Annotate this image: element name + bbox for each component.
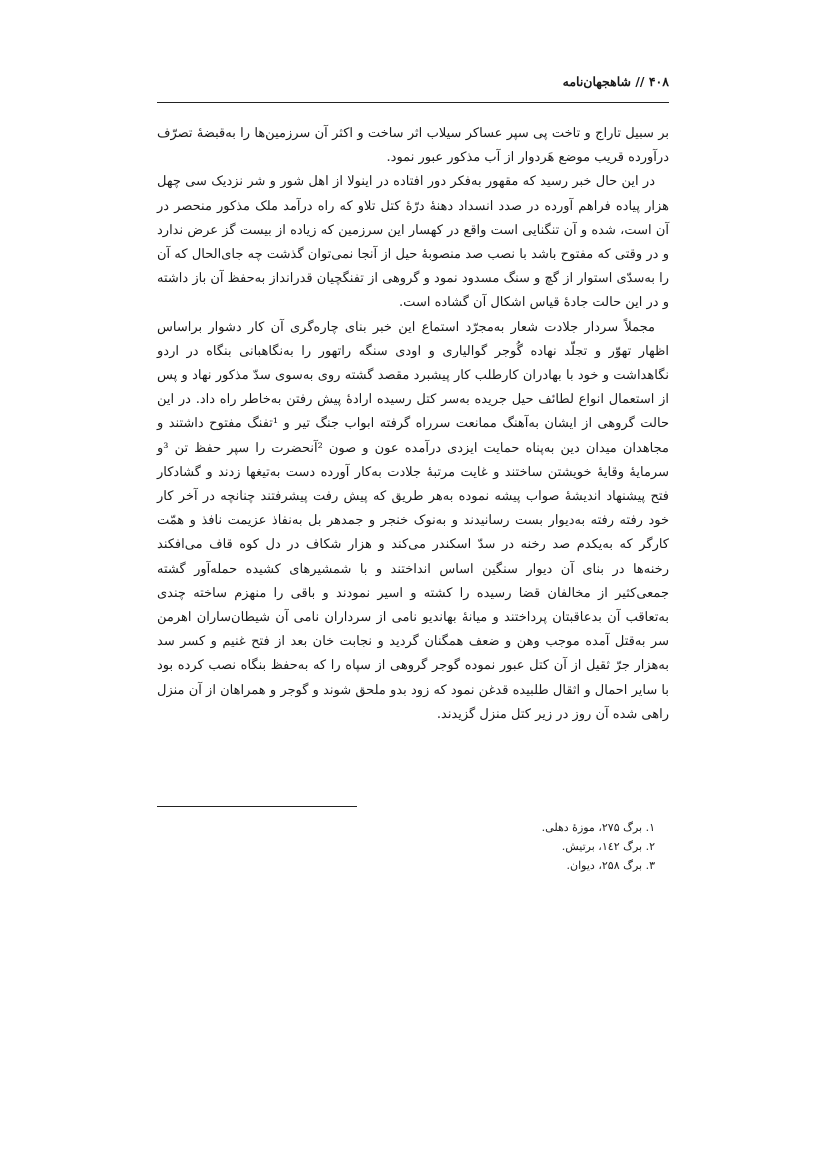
paragraph: مجملاً سردار جلادت شعار به‌مجرّد استماع این خبر بنای چاره‌گری آن کار دشوار براساس اظهار تهوّر و تجلّد نهاده گُوجر گوالیاری و اودی سنگه راتهور را به‌نگاهبانی بنگاه در اردو نگاهداشت و خود با بهادران کارطلب کار پیشبرد مقصد گشته روی به‌سوی سدّ مذکور نهاد و پس از استعمال انواع لطائف حیل جریده به‌سر کتل رسیده ارادهٔ پیش رفتن به‌خاطر راه داد. در این حالت گروهی از ایشان به‌آهنگ ممانعت سرراه گرفته ابواب جنگ تیر و ¹تفنگ مفتوح داشتند و مجاهدان میدان دین به‌پناه حمایت ایزدی درآمده عون و صون ²آنحضرت را سپر حفظ تن ³و سرمایهٔ وقایهٔ خویشتن ساختند و غایت مرتبهٔ جلادت به‌کار آورده دست به‌تیغها زدند و گشادکار فتح پیشنهاد اندیشهٔ صواب پیشه نموده به‌هر طریق که پیش رفت پیشرفتند چنانچه در آخر کار خود رفته رفته به‌دیوار بست رسانیدند و به‌نوک خنجر و جمدهر بل به‌نفاذ عزیمت نافذ و همّت کارگر که به‌یکدم صد رخنه در سدّ اسکندر می‌کند و هزار شکاف در دل کوه قاف می‌افکند رخنه‌ها در بنای آن دیوار سنگین اساس انداختند و با شمشیرهای کشیده حمله‌آور گشته جمعی‌کثیر از مخالفان قضا رسیده را کشته و اسیر نمودند و باقی را منهزم ساخته چندی به‌تعاقب آن بدعاقبتان پرداختند و میانهٔ بهاندیو نامی از سرداران نامی آن شیطان‌ساران اهرمن سر به‌قتل آمده موجب وهن و ضعف همگنان گردید و نجابت خان بعد از فتح غنیم و کسر سد به‌هزار جرّ ثقیل از آن کتل عبور نموده گوجر گروهی از سپاه را که به‌حفظ بنگاه نصب کرده بود با سایر احمال و اثقال طلبیده قدغن نمود که زود بدو ملحق شوند و گوجر و همراهان از آن منزل راهی شده آن روز در زیر کتل منزل گزیدند. [157,319,669,722]
book-page [157,0,669,1169]
footnotes [157,818,669,875]
main-text [157,122,669,727]
footnote-divider [157,806,357,807]
footnote-item: ۳. برگ ۲۵۸، دیوان. [566,859,655,872]
footnote-item: ۲. برگ ۱٤۲، برتیش. [561,840,655,853]
footnote-item: ۱. برگ ۲۷۵، موزهٔ دهلی. [541,821,655,834]
running-head: ۴۰۸ // شاهجهان‌نامه [562,74,669,89]
paragraph: بر سبیل تاراج و تاخت پی سپر عساکر سیلاب اثر ساخت و اکثر آن سرزمین‌ها را به‌قبضهٔ تصرّف درآورده قریب موضع هَردوار از آب مذکور عبور نمود. [157,126,669,166]
header-divider [157,102,669,103]
paragraph: در این حال خبر رسید که مقهور به‌فکر دور افتاده در اینولا از اهل شور و شر نزدیک سی چهل هزار پیاده فراهم آورده در صدد انسداد دهنهٔ درّهٔ کتل تلاو که راه درآمد ملک مذکور منحصر در آن است، شده و آن تنگنایی است واقع در کهسار این سرزمین که زیاده از بیست گز عرض ندارد و در وقتی که مفتوح باشد با نصب صد منصوبهٔ حیل از آنجا نمی‌توان گذشت چه جای‌الحال که آن را به‌سدّی استوار از گچ و سنگ مسدود نمود و گروهی از تفنگچیان قدرانداز به‌حفظ آن باز داشته و در این حالت جادهٔ قیاس اشکال آن گشاده است. [157,174,669,311]
